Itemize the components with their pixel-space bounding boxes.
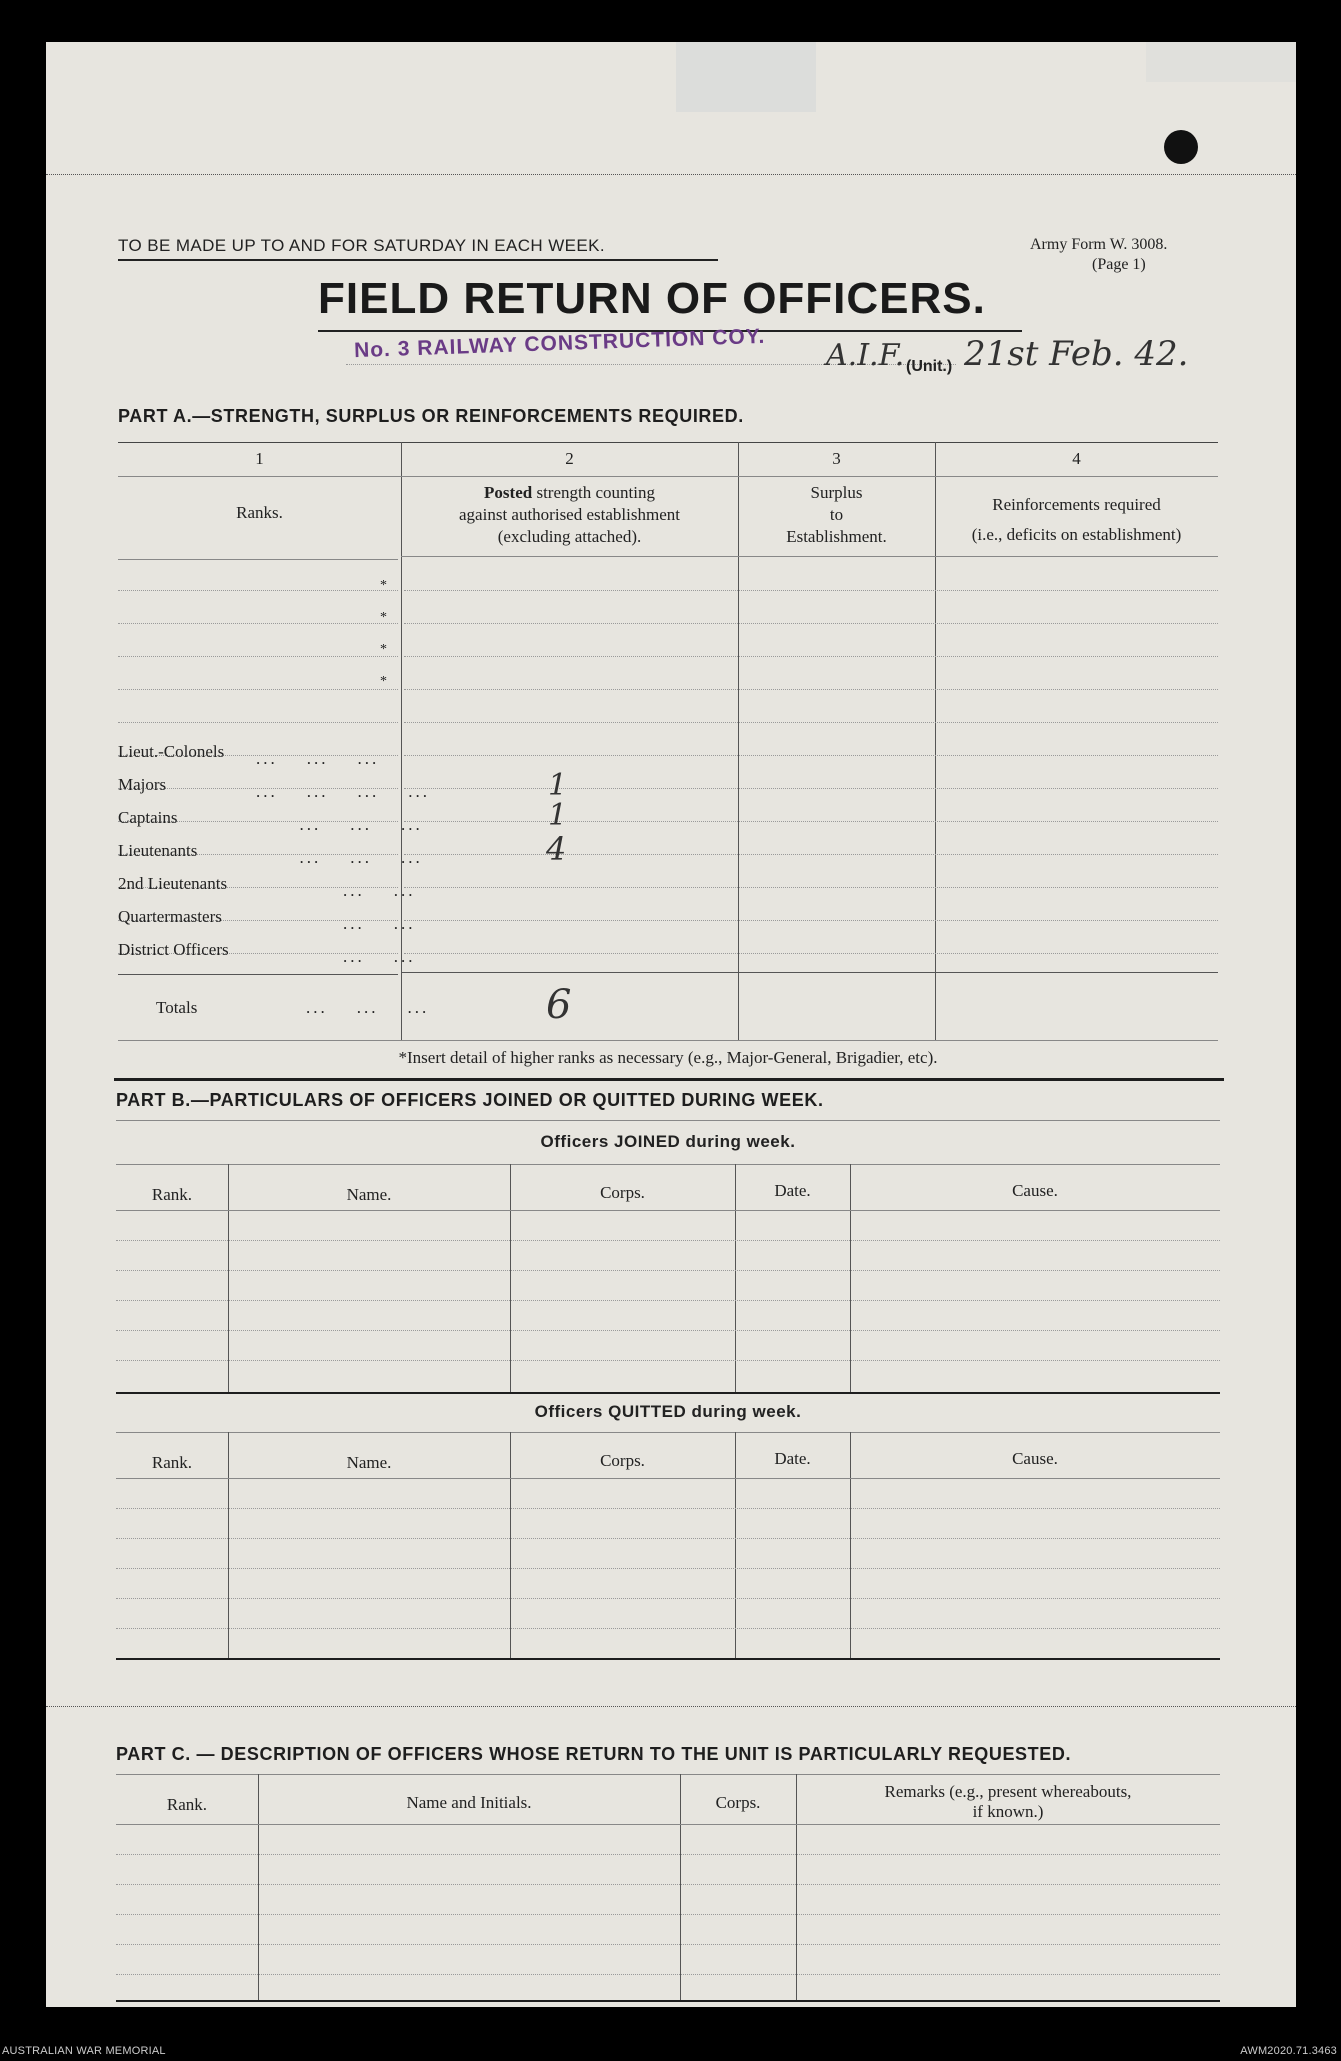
col-name: Name. bbox=[346, 1185, 392, 1204]
unit-stamp: No. 3 RAILWAY CONSTRUCTION COY. bbox=[353, 324, 766, 363]
col-corps: Corps. bbox=[600, 1183, 645, 1202]
col-name-initials: Name and Initials. bbox=[406, 1793, 532, 1812]
archive-id: AWM2020.71.3463 bbox=[1240, 2045, 1337, 2057]
column-rule bbox=[735, 1164, 736, 1392]
part-a-footnote: *Insert detail of higher ranks as necessary (e.g., Major-General, Brigadier, etc). bbox=[398, 1048, 938, 1067]
col-rank: Rank. bbox=[151, 1185, 193, 1204]
col-cause: Cause. bbox=[1012, 1449, 1058, 1468]
section-rule bbox=[116, 1658, 1220, 1660]
rule bbox=[404, 788, 1218, 789]
quitted-heading: Officers QUITTED during week. bbox=[534, 1402, 802, 1421]
totals-label: Totals bbox=[156, 998, 198, 1017]
remarks-line2: if known.) bbox=[972, 1802, 1044, 1821]
rule bbox=[118, 722, 398, 723]
punch-hole-icon bbox=[1164, 130, 1198, 164]
unit-label: (Unit.) bbox=[906, 358, 953, 375]
rule bbox=[404, 920, 1218, 921]
rule bbox=[404, 755, 1218, 756]
posted-value: 1 bbox=[548, 768, 568, 803]
rule bbox=[404, 623, 1218, 624]
col-remarks bbox=[796, 1782, 1220, 1822]
rule bbox=[116, 1300, 1220, 1301]
rule bbox=[116, 1598, 1220, 1599]
rule bbox=[116, 1974, 1220, 1975]
archive-label: AUSTRALIAN WAR MEMORIAL bbox=[2, 2045, 166, 2057]
column-rule bbox=[510, 1164, 511, 1392]
reinf-line2: (i.e., deficits on establishment) bbox=[971, 525, 1182, 544]
perforation-line bbox=[46, 174, 1296, 175]
rule bbox=[404, 953, 1218, 954]
column-rule bbox=[850, 1164, 851, 1392]
page-title: FIELD RETURN OF OFFICERS. bbox=[318, 274, 986, 323]
col-name: Name. bbox=[346, 1453, 392, 1472]
col-number: 1 bbox=[255, 449, 264, 468]
rule bbox=[116, 1330, 1220, 1331]
surplus-line1: Surplus bbox=[810, 483, 863, 502]
col-date: Date. bbox=[774, 1449, 811, 1468]
rule bbox=[116, 1854, 1220, 1855]
col-number: 4 bbox=[1072, 449, 1081, 468]
rule bbox=[118, 590, 398, 591]
leader-dots: ... ... ... ... ... ... ... ... ... ... ... ... ... ... ... ... ... ... ... bbox=[256, 749, 430, 966]
totals-value: 6 bbox=[546, 982, 572, 1028]
form-number: Army Form W. 3008. bbox=[1030, 236, 1168, 253]
rule bbox=[116, 1884, 1220, 1885]
column-rule bbox=[796, 1774, 797, 2000]
rule bbox=[116, 1478, 1220, 1479]
col-corps: Corps. bbox=[715, 1793, 761, 1812]
posted-line3: (excluding attached). bbox=[497, 527, 642, 546]
posted-bold: Posted bbox=[484, 483, 533, 502]
rank-label: 2nd Lieutenants bbox=[118, 874, 228, 893]
page-number: (Page 1) bbox=[1092, 256, 1146, 273]
part-b-heading: PART B.—PARTICULARS OF OFFICERS JOINED OR QUITTED DURING WEEK. bbox=[116, 1090, 824, 1110]
torn-edge bbox=[676, 42, 816, 112]
part-c-heading: PART C. — DESCRIPTION OF OFFICERS WHOSE RETURN TO THE UNIT IS PARTICULARLY REQUESTED. bbox=[116, 1744, 1072, 1764]
handwritten-date: 21st Feb. 42. bbox=[964, 334, 1189, 374]
remarks-line1: Remarks (e.g., present whereabouts, bbox=[884, 1782, 1132, 1801]
part-a-heading: PART A.—STRENGTH, SURPLUS OR REINFORCEMENTS REQUIRED. bbox=[118, 406, 744, 426]
column-rule bbox=[228, 1432, 229, 1658]
section-rule bbox=[116, 2000, 1220, 2002]
col-date: Date. bbox=[774, 1181, 811, 1200]
handwritten-aif: A.I.F. bbox=[826, 338, 905, 373]
col-number: 2 bbox=[565, 449, 574, 468]
rule bbox=[116, 1270, 1220, 1271]
rule bbox=[116, 1944, 1220, 1945]
column-rule bbox=[228, 1164, 229, 1392]
rank-label: Lieut.-Colonels bbox=[118, 742, 225, 761]
section-rule bbox=[114, 1078, 1224, 1081]
quitted-table bbox=[116, 1432, 1220, 1658]
rule bbox=[116, 1914, 1220, 1915]
rule bbox=[404, 854, 1218, 855]
rule bbox=[116, 1210, 1220, 1211]
rule bbox=[116, 1120, 1220, 1121]
joined-table bbox=[116, 1164, 1220, 1392]
rule bbox=[116, 1824, 1220, 1825]
col-number: 3 bbox=[832, 449, 841, 468]
rule bbox=[116, 1568, 1220, 1569]
rule bbox=[116, 1538, 1220, 1539]
rule bbox=[118, 623, 398, 624]
rule bbox=[404, 722, 1218, 723]
posted-line2: against authorised establishment bbox=[459, 505, 680, 524]
part-a-table bbox=[118, 442, 1218, 1040]
rule bbox=[118, 656, 398, 657]
col-reinforcements bbox=[935, 490, 1218, 550]
perforation-line bbox=[46, 1706, 1296, 1707]
leader-dots: ... ... ... bbox=[306, 998, 430, 1017]
col-rank: Rank. bbox=[151, 1453, 193, 1472]
rank-label: Captains bbox=[118, 808, 178, 827]
rule bbox=[404, 689, 1218, 690]
posted-line1: strength counting bbox=[536, 483, 655, 502]
rank-label: Lieutenants bbox=[118, 841, 198, 860]
rule bbox=[116, 1360, 1220, 1361]
rule bbox=[404, 590, 1218, 591]
rank-label: District Officers bbox=[118, 940, 229, 959]
posted-value: 4 bbox=[546, 830, 567, 868]
column-rule bbox=[735, 1432, 736, 1658]
surplus-line3: Establishment. bbox=[786, 527, 887, 546]
rule bbox=[118, 689, 398, 690]
column-rule bbox=[680, 1774, 681, 2000]
col-corps: Corps. bbox=[600, 1451, 645, 1470]
instruction-text: TO BE MADE UP TO AND FOR SATURDAY IN EACH WEEK. bbox=[118, 236, 606, 255]
column-rule bbox=[258, 1774, 259, 2000]
insert-markers: * * * * bbox=[380, 578, 387, 689]
posted-value: 1 bbox=[548, 798, 568, 833]
section-rule bbox=[116, 1392, 1220, 1394]
column-rule bbox=[510, 1432, 511, 1658]
rule bbox=[404, 887, 1218, 888]
underline bbox=[118, 259, 718, 261]
col-ranks: Ranks. bbox=[236, 503, 283, 522]
surplus-line2: to bbox=[829, 505, 844, 524]
rule bbox=[116, 1240, 1220, 1241]
col-rank: Rank. bbox=[166, 1795, 208, 1814]
rule bbox=[118, 1040, 1218, 1041]
rule bbox=[116, 1628, 1220, 1629]
joined-heading: Officers JOINED during week. bbox=[540, 1132, 796, 1151]
reinf-line1: Reinforcements required bbox=[992, 495, 1161, 514]
form-sheet bbox=[46, 42, 1296, 2007]
rule bbox=[404, 656, 1218, 657]
col-surplus bbox=[738, 482, 935, 548]
torn-edge bbox=[1146, 42, 1296, 82]
rule bbox=[404, 821, 1218, 822]
rank-label: Majors bbox=[118, 775, 167, 794]
part-c-table bbox=[116, 1774, 1220, 2000]
col-posted bbox=[401, 482, 738, 548]
column-rule bbox=[850, 1432, 851, 1658]
rank-label: Quartermasters bbox=[118, 907, 222, 926]
rule bbox=[116, 1508, 1220, 1509]
col-cause: Cause. bbox=[1012, 1181, 1058, 1200]
